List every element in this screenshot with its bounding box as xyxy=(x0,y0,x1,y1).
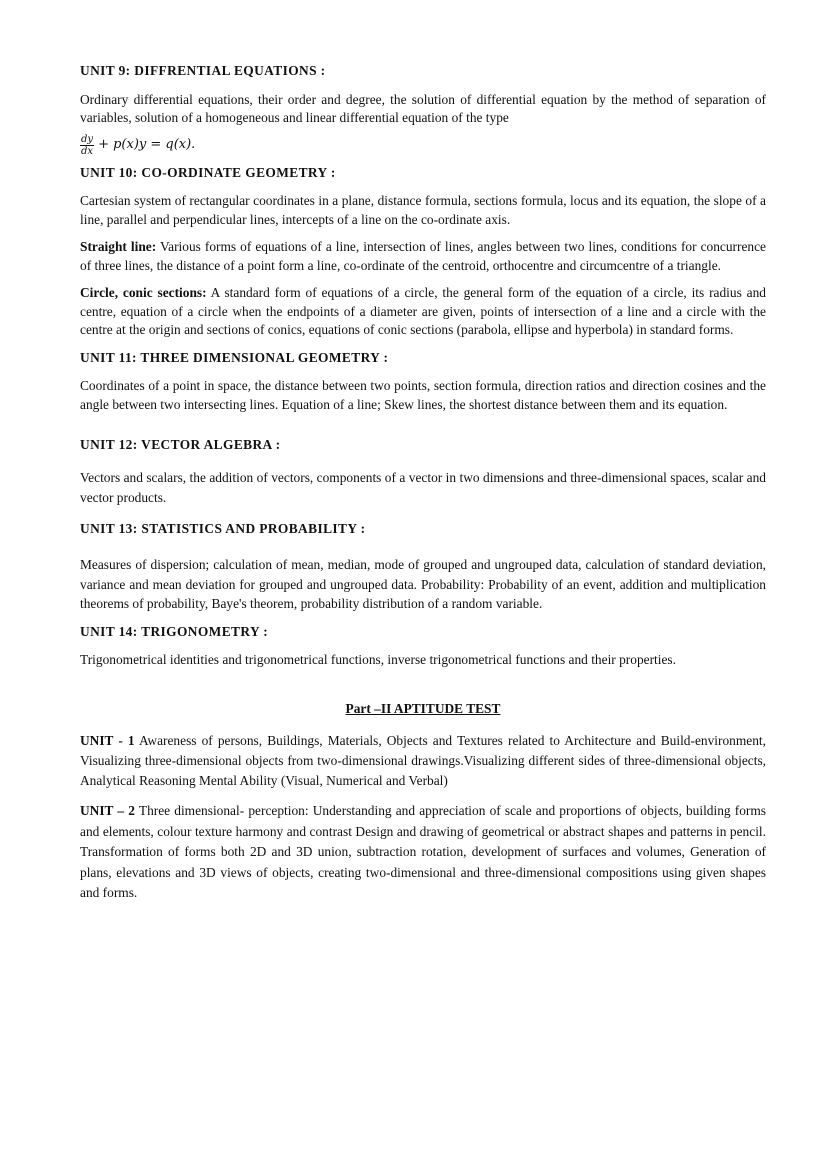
straight-line-body: Various forms of equations of a line, intersection of lines, angles between two lines, conditions for concurrence of three lines, the distance of a point form a line, co-ordinate of the centroid, orthocentre and circumcentre of a triangle. xyxy=(80,239,766,273)
fraction-numerator: dy xyxy=(81,133,94,145)
unit13-heading: UNIT 13: STATISTICS AND PROBABILITY : xyxy=(80,520,366,536)
unit11-body: Coordinates of a point in space, the distance between two points, section formula, direction ratios and direction cosines and the angle between two intersecting lines. Equation of a line; Skew lines, the shortest distance between them and its equation. xyxy=(80,378,766,412)
document-page xyxy=(80,62,766,904)
unit14-heading: UNIT 14: TRIGONOMETRY : xyxy=(80,623,269,639)
unit2-body: Three dimensional- perception: Understanding and appreciation of scale and proportions of objects, building forms and elements, colour texture harmony and contrast Design and drawing of geometrical or abstract shapes and patterns in pencil. Transformation of forms both 2D and 3D union, subtraction rotation, development of surfaces and volumes, Generation of plans, elevations and 3D views of objects, creating two-dimensional and three-dimensional compositions using given shapes and forms. xyxy=(80,803,767,900)
unit2-paragraph xyxy=(80,801,766,904)
unit11-heading: UNIT 11: THREE DIMENSIONAL GEOMETRY : xyxy=(80,349,389,365)
unit10-heading: UNIT 10: CO-ORDINATE GEOMETRY : xyxy=(80,164,336,180)
circle-lead: Circle, conic sections: xyxy=(80,285,207,300)
unit12-heading: UNIT 12: VECTOR ALGEBRA : xyxy=(80,437,281,452)
unit1-body: Awareness of persons, Buildings, Materials, Objects and Textures related to Architecture and Build-environment, Visualizing three-dimensional objects from two-dimensional drawings.Visualizing different sides of three-dimensional objects, Analytical Reasoning Mental Ability (Visual, Numerical and Verbal) xyxy=(80,733,766,788)
unit14-body: Trigonometrical identities and trigonometrical functions, inverse trigonometrical functions and their properties. xyxy=(80,652,676,667)
unit1-lead: UNIT - 1 xyxy=(80,733,135,748)
formula-rest: + p(x)y = q(x). xyxy=(98,136,196,152)
derivative-fraction xyxy=(80,134,94,157)
unit1-paragraph xyxy=(80,731,766,791)
unit9-heading: UNIT 9: DIFFRENTIAL EQUATIONS : xyxy=(80,63,326,78)
unit2-lead: UNIT – 2 xyxy=(80,803,135,818)
straight-line-paragraph xyxy=(80,238,766,275)
straight-line-lead: Straight line: xyxy=(80,239,157,254)
unit12-body: Vectors and scalars, the addition of vectors, components of a vector in two dimensions and three-dimensional spaces, scalar and vector products. xyxy=(80,469,766,505)
unit9-body: Ordinary differential equations, their order and degree, the solution of differential equation by the method of separation of variables, solution of a homogeneous and linear differential equation of the type xyxy=(80,91,766,125)
circle-body: A standard form of equations of a circle, the general form of the equation of a circle, its radius and centre, equation of a circle when the endpoints of a diameter are given, points of intersection of a line and a circle with the centre at the origin and sections of conics, equations of conic sections (parabola, ellipse and hyperbola) in standard forms. xyxy=(80,285,766,337)
fraction-denominator: dx xyxy=(81,145,94,157)
unit9-formula xyxy=(80,134,766,157)
unit10-body: Cartesian system of rectangular coordinates in a plane, distance formula, sections formula, locus and its equation, the slope of a line, parallel and perpendicular lines, intercepts of a line on the co-ordinate axis. xyxy=(80,193,766,227)
part2-heading: Part –II APTITUDE TEST xyxy=(345,700,501,716)
circle-paragraph xyxy=(80,284,766,340)
unit13-body: Measures of dispersion; calculation of mean, median, mode of grouped and ungrouped data, calculation of standard deviation, variance and mean deviation for grouped and ungrouped data. Probability: Probability of an event, addition and multiplication theorems of probability, Baye's theorem, probability distribution of a random variable. xyxy=(80,557,766,611)
